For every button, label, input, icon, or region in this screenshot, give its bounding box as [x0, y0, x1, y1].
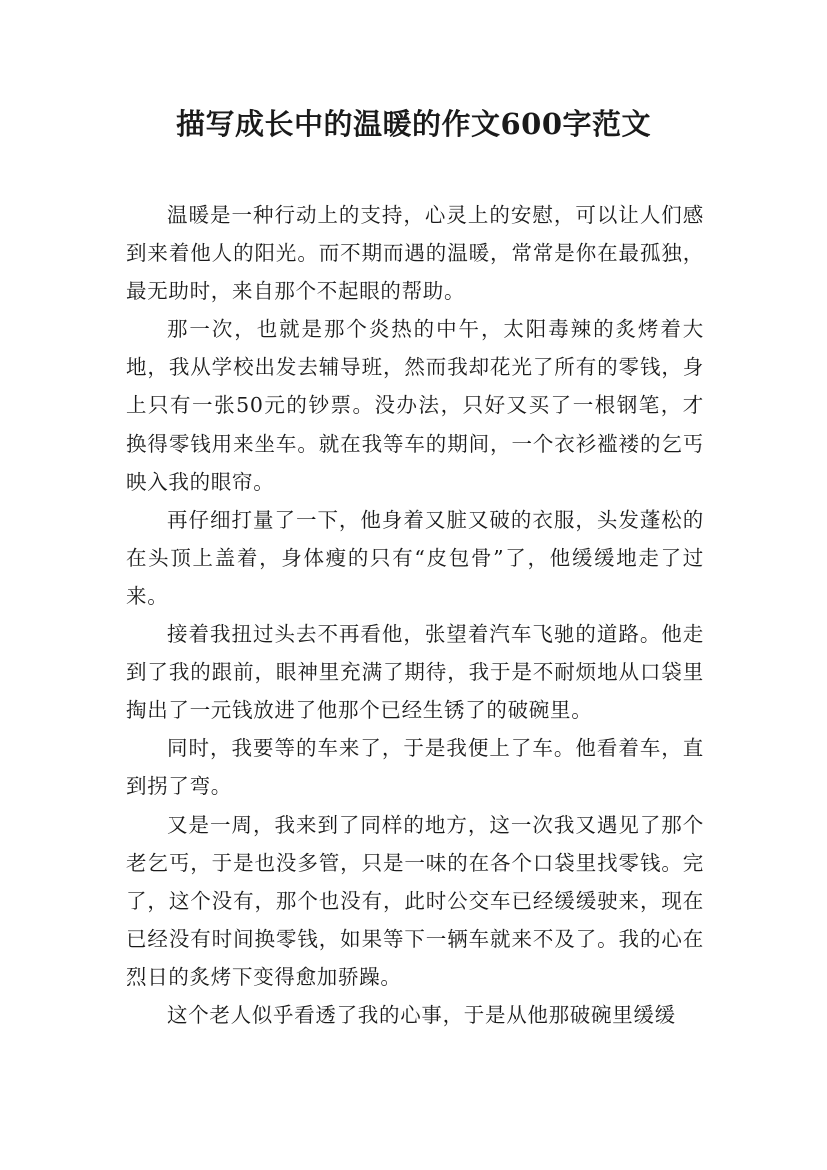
- paragraph: 接着我扭过头去不再看他，张望着汽车飞驰的道路。他走到了我的跟前，眼神里充满了期待，我于是不耐烦地从口袋里掏出了一元钱放进了他那个已经生锈了的破碗里。: [126, 622, 704, 723]
- paragraph: 那一次，也就是那个炎热的中午，太阳毒辣的炙烤着大地，我从学校出发去辅导班，然而我却花光了所有的零钱，身上只有一张50元的钞票。没办法，只好又买了一根钢笔，才换得零钱用来坐车。就在我等车的期间，一个衣衫褴褛的乞丐映入我的眼帘。: [126, 317, 704, 494]
- paragraph: 同时，我要等的车来了，于是我便上了车。他看着车，直到拐了弯。: [126, 736, 704, 799]
- document-body: [126, 196, 704, 1034]
- paragraph: 又是一周，我来到了同样的地方，这一次我又遇见了那个老乞丐，于是也没多管，只是一味的在各个口袋里找零钱。完了，这个没有，那个也没有，此时公交车已经缓缓驶来，现在已经没有时间换零钱，如果等下一辆车就来不及了。我的心在烈日的炙烤下变得愈加骄躁。: [126, 812, 704, 989]
- paragraph: 再仔细打量了一下，他身着又脏又破的衣服，头发蓬松的在头顶上盖着，身体瘦的只有“皮包骨”了，他缓缓地走了过来。: [126, 507, 704, 608]
- paragraph: 这个老人似乎看透了我的心事，于是从他那破碗里缓缓: [167, 1002, 676, 1027]
- paragraph: 温暖是一种行动上的支持，心灵上的安慰，可以让人们感到来着他人的阳光。而不期而遇的温暖，常常是你在最孤独，最无助时，来自那个不起眼的帮助。: [126, 203, 704, 304]
- document-title: 描写成长中的温暖的作文600字范文: [175, 107, 652, 141]
